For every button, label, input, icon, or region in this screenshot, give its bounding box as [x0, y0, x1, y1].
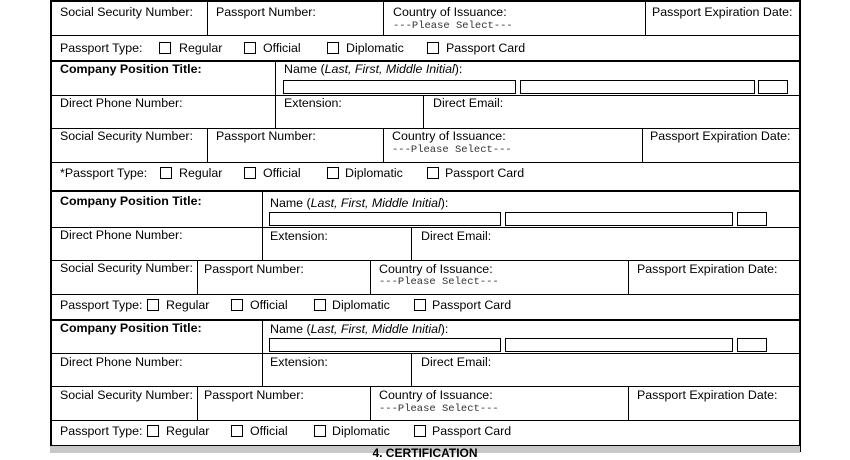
diplomatic-label: Diplomatic	[332, 298, 390, 312]
diplomatic-checkbox[interactable]	[327, 42, 339, 54]
passport-number-label: Passport Number:	[216, 5, 316, 19]
passport-number-label: Passport Number:	[204, 262, 304, 276]
regular-label: Regular	[179, 166, 223, 180]
passport-type-label: Passport Type:	[60, 424, 143, 438]
form-frame-right	[799, 0, 801, 452]
diplomatic-label: Diplomatic	[346, 41, 404, 55]
first-name-input[interactable]	[520, 80, 755, 94]
country-select[interactable]: ---Please Select---	[393, 20, 513, 32]
middle-initial-input[interactable]	[737, 338, 767, 352]
official-label: Official	[263, 166, 301, 180]
name-label: Name (Last, First, Middle Initial):	[284, 62, 463, 76]
direct-email-label: Direct Email:	[433, 96, 504, 110]
name-label: Name (Last, First, Middle Initial):	[270, 196, 449, 210]
extension-label: Extension:	[270, 355, 328, 369]
company-position-title-label: Company Position Title:	[60, 194, 202, 208]
company-position-title-label: Company Position Title:	[60, 321, 202, 335]
diplomatic-checkbox[interactable]	[327, 167, 339, 179]
middle-initial-input[interactable]	[758, 80, 788, 94]
regular-checkbox[interactable]	[160, 167, 172, 179]
passport-card-checkbox[interactable]	[427, 42, 439, 54]
passport-card-checkbox[interactable]	[427, 167, 439, 179]
official-label: Official	[263, 41, 301, 55]
extension-label: Extension:	[284, 96, 342, 110]
passport-number-label: Passport Number:	[204, 388, 304, 402]
regular-checkbox[interactable]	[147, 425, 159, 437]
certification-heading: 4. CERTIFICATION	[372, 446, 478, 460]
country-of-issuance-label: Country of Issuance:	[379, 388, 493, 402]
company-position-title-label: Company Position Title:	[60, 62, 202, 76]
diplomatic-checkbox[interactable]	[314, 299, 326, 311]
diplomatic-label: Diplomatic	[345, 166, 403, 180]
last-name-input[interactable]	[269, 212, 501, 226]
passport-expiration-label: Passport Expiration Date:	[637, 262, 778, 276]
direct-phone-label: Direct Phone Number:	[60, 355, 183, 369]
direct-phone-label: Direct Phone Number:	[60, 96, 183, 110]
regular-label: Regular	[166, 298, 210, 312]
last-name-input[interactable]	[283, 80, 516, 94]
regular-checkbox[interactable]	[159, 42, 171, 54]
country-select[interactable]: ---Please Select---	[379, 276, 499, 288]
official-checkbox[interactable]	[231, 425, 243, 437]
passport-card-checkbox[interactable]	[414, 299, 426, 311]
direct-phone-label: Direct Phone Number:	[60, 228, 183, 242]
passport-card-label: Passport Card	[446, 41, 526, 55]
regular-label: Regular	[179, 41, 223, 55]
ssn-label: Social Security Number:	[60, 129, 193, 143]
diplomatic-label: Diplomatic	[332, 424, 390, 438]
passport-number-label: Passport Number:	[216, 129, 316, 143]
name-label: Name (Last, First, Middle Initial):	[270, 322, 449, 336]
ssn-label: Social Security Number:	[60, 261, 193, 275]
passport-card-checkbox[interactable]	[414, 425, 426, 437]
last-name-input[interactable]	[269, 338, 501, 352]
diplomatic-checkbox[interactable]	[314, 425, 326, 437]
official-checkbox[interactable]	[244, 167, 256, 179]
passport-card-label: Passport Card	[445, 166, 525, 180]
country-of-issuance-label: Country of Issuance:	[393, 5, 507, 19]
official-checkbox[interactable]	[244, 42, 256, 54]
passport-expiration-label: Passport Expiration Date:	[652, 5, 793, 19]
ssn-label: Social Security Number:	[60, 5, 193, 19]
first-name-input[interactable]	[505, 338, 733, 352]
direct-email-label: Direct Email:	[421, 355, 492, 369]
passport-card-label: Passport Card	[432, 298, 512, 312]
country-select[interactable]: ---Please Select---	[392, 144, 512, 156]
passport-expiration-label: Passport Expiration Date:	[637, 388, 778, 402]
passport-expiration-label: Passport Expiration Date:	[650, 129, 791, 143]
first-name-input[interactable]	[505, 212, 733, 226]
ssn-label: Social Security Number:	[60, 388, 193, 402]
passport-type-label: Passport Type:	[60, 298, 143, 312]
official-label: Official	[250, 424, 288, 438]
middle-initial-input[interactable]	[737, 212, 767, 226]
country-select[interactable]: ---Please Select---	[379, 403, 499, 415]
country-of-issuance-label: Country of Issuance:	[379, 262, 493, 276]
regular-label: Regular	[166, 424, 210, 438]
official-checkbox[interactable]	[231, 299, 243, 311]
form-frame-left	[50, 0, 52, 452]
country-of-issuance-label: Country of Issuance:	[392, 129, 506, 143]
extension-label: Extension:	[270, 229, 328, 243]
official-label: Official	[250, 298, 288, 312]
passport-type-label: *Passport Type:	[60, 166, 148, 180]
passport-type-label: Passport Type:	[60, 41, 143, 55]
direct-email-label: Direct Email:	[421, 229, 492, 243]
regular-checkbox[interactable]	[147, 299, 159, 311]
passport-card-label: Passport Card	[432, 424, 512, 438]
